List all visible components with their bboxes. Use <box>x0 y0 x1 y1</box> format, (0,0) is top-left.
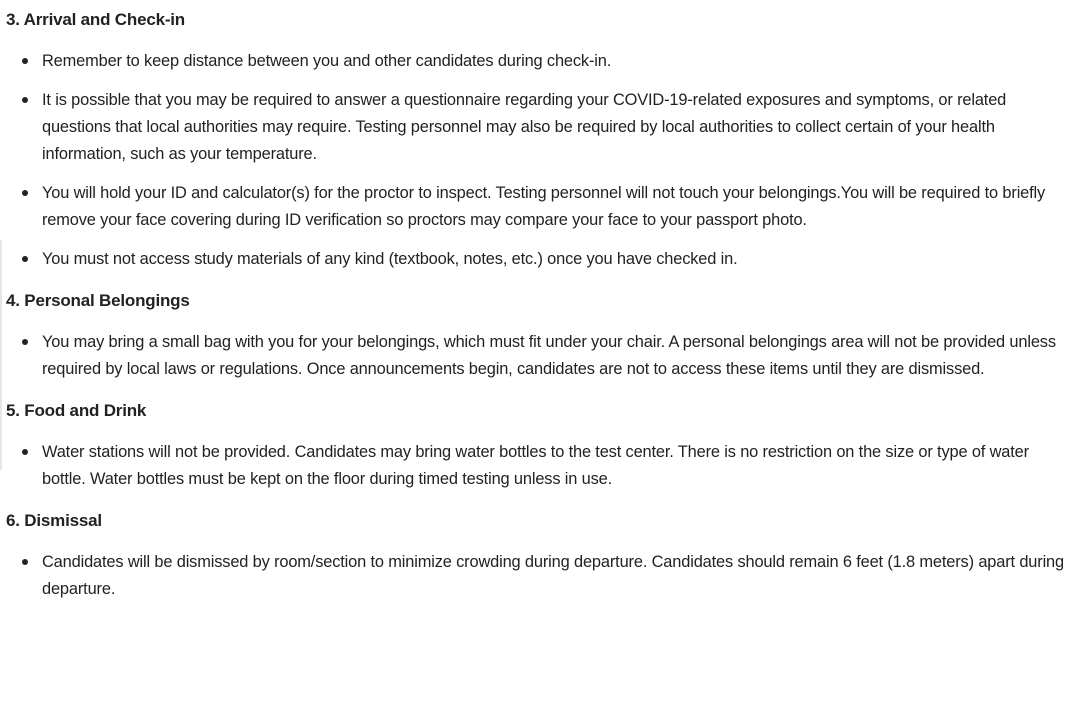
section-heading: 6. Dismissal <box>6 511 102 530</box>
list-item-text: It is possible that you may be required to answer a questionnaire regarding your COVID-19-related exposures and symptoms, or related questions that local authorities may require. Testing personnel may also be required by local authorities to collect certain of your health information, such as your temperature. <box>42 91 1007 163</box>
section-dismissal <box>6 509 1074 603</box>
list-item <box>6 329 1074 383</box>
list-item <box>6 246 1074 273</box>
list-item-text: You will hold your ID and calculator(s) for the proctor to inspect. Testing personnel will not touch your belongings.You will be required to briefly remove your face covering during ID verification so proctors may compare your face to your passport photo. <box>42 184 1046 229</box>
bullet-list <box>6 439 1074 493</box>
bullet-list <box>6 549 1074 603</box>
bullet-dot-icon <box>22 97 28 103</box>
section-arrival-check-in <box>6 8 1074 273</box>
document-content <box>6 8 1074 617</box>
list-item-text: You may bring a small bag with you for your belongings, which must fit under your chair. A personal belongings area will not be provided unless required by local laws or regulations. Once announcements begin, candidates are not to access these items until they are dismissed. <box>42 333 1056 378</box>
list-item <box>6 439 1074 493</box>
list-item-text: Remember to keep distance between you and other candidates during check-in. <box>42 52 612 70</box>
bullet-dot-icon <box>22 256 28 262</box>
bullet-dot-icon <box>22 339 28 345</box>
section-heading: 3. Arrival and Check-in <box>6 10 185 29</box>
list-item-text: Candidates will be dismissed by room/section to minimize crowding during departure. Candidates should remain 6 feet (1.8 meters) apart during departure. <box>42 553 1064 598</box>
bullet-list <box>6 48 1074 273</box>
section-food-and-drink <box>6 399 1074 493</box>
list-item <box>6 87 1074 168</box>
section-heading: 5. Food and Drink <box>6 401 147 420</box>
bullet-dot-icon <box>22 449 28 455</box>
list-item <box>6 549 1074 603</box>
bullet-dot-icon <box>22 58 28 64</box>
section-heading: 4. Personal Belongings <box>6 291 190 310</box>
bullet-list <box>6 329 1074 383</box>
bullet-dot-icon <box>22 190 28 196</box>
left-edge-rule <box>0 240 2 470</box>
list-item-text: You must not access study materials of any kind (textbook, notes, etc.) once you have checked in. <box>42 250 738 268</box>
list-item-text: Water stations will not be provided. Candidates may bring water bottles to the test center. There is no restriction on the size or type of water bottle. Water bottles must be kept on the floor during timed testing unless in use. <box>42 443 1029 488</box>
list-item <box>6 180 1074 234</box>
section-personal-belongings <box>6 289 1074 383</box>
list-item <box>6 48 1074 75</box>
bullet-dot-icon <box>22 559 28 565</box>
